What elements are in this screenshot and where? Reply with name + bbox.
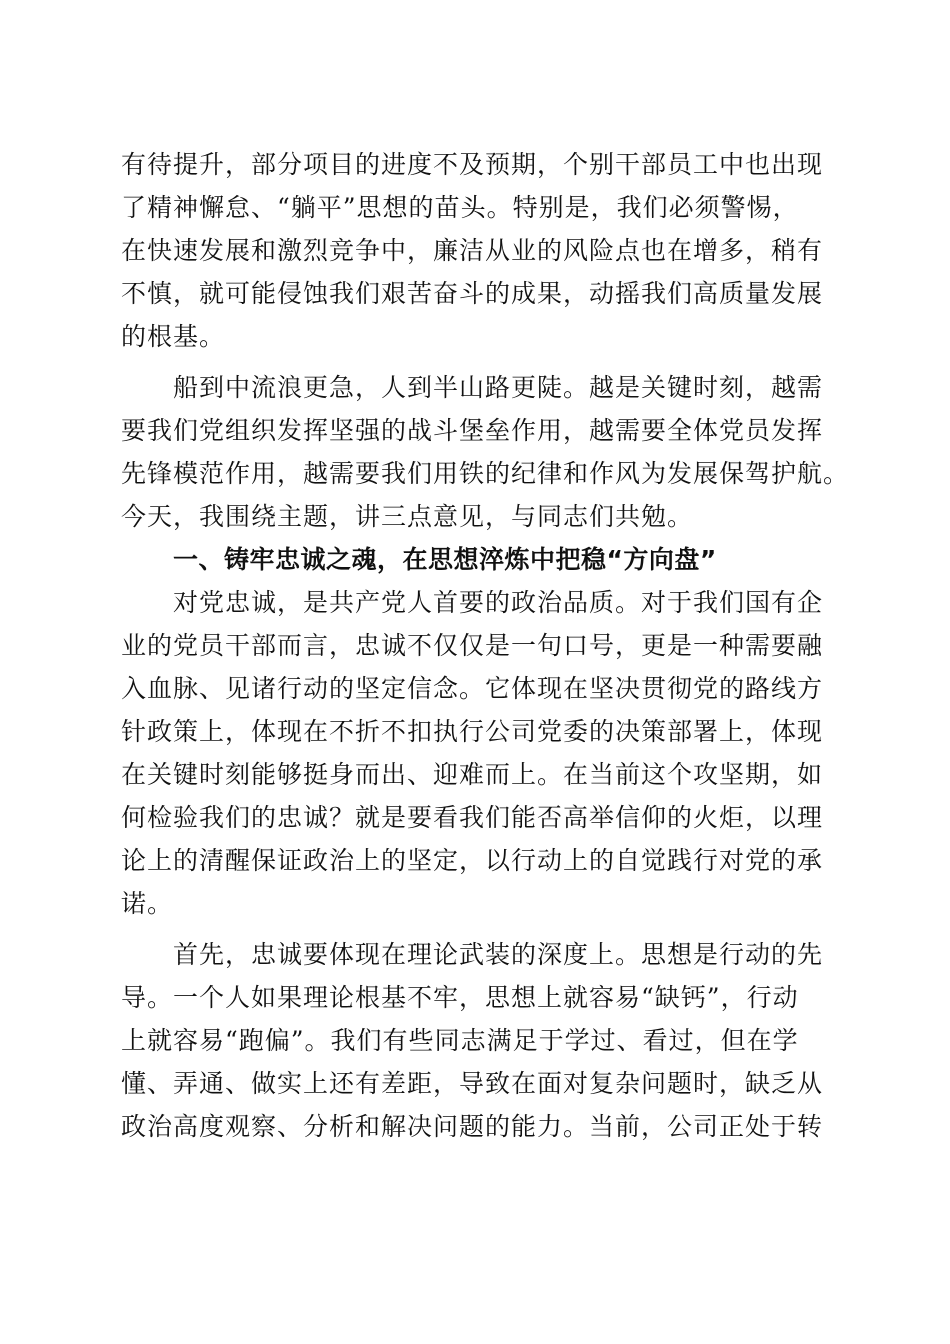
paragraph-4 bbox=[121, 933, 841, 1148]
text-line: 在快速发展和激烈竞争中，廉洁从业的风险点也在增多，稍有 bbox=[121, 236, 824, 265]
text-line: 政治高度观察、分析和解决问题的能力。当前，公司正处于转 bbox=[121, 1112, 824, 1141]
text-line: 何检验我们的忠诚？就是要看我们能否高举信仰的火炬，以理 bbox=[121, 803, 824, 832]
text-line: 先锋模范作用，越需要我们用铁的纪律和作风为发展保驾护航。 bbox=[121, 459, 850, 488]
text-line: 对党忠诚，是共产党人首要的政治品质。对于我们国有企 bbox=[173, 588, 824, 617]
text-line: 首先，忠诚要体现在理论武装的深度上。思想是行动的先 bbox=[173, 940, 824, 969]
text-line: 懂、弄通、做实上还有差距，导致在面对复杂问题时，缺乏从 bbox=[121, 1069, 824, 1098]
paragraph-1 bbox=[121, 143, 841, 358]
text-line: 上就容易“跑偏”。我们有些同志满足于学过、看过，但在学 bbox=[121, 1026, 799, 1055]
text-line: 诺。 bbox=[121, 889, 174, 918]
text-line: 论上的清醒保证政治上的坚定，以行动上的自觉践行对党的承 bbox=[121, 846, 824, 875]
text-line: 了精神懈怠、“躺平”思想的苗头。特别是，我们必须警惕， bbox=[121, 193, 799, 222]
text-line: 今天，我围绕主题，讲三点意见，与同志们共勉。 bbox=[121, 502, 694, 531]
text-line: 入血脉、见诸行动的坚定信念。它体现在坚决贯彻党的路线方 bbox=[121, 674, 824, 703]
text-line: 不慎，就可能侵蚀我们艰苦奋斗的成果，动摇我们高质量发展 bbox=[121, 279, 824, 308]
text-line: 的根基。 bbox=[121, 322, 226, 351]
text-line: 业的党员干部而言，忠诚不仅仅是一句口号，更是一种需要融 bbox=[121, 631, 824, 660]
paragraph-2 bbox=[121, 366, 850, 538]
text-line: 在关键时刻能够挺身而出、迎难而上。在当前这个攻坚期，如 bbox=[121, 760, 824, 789]
document-body bbox=[121, 143, 850, 1148]
section-heading-text: 一、铸牢忠诚之魂，在思想淬炼中把稳“方向盘” bbox=[173, 545, 717, 574]
text-line: 针政策上，体现在不折不扣执行公司党委的决策部署上，体现 bbox=[121, 717, 824, 746]
text-line: 导。一个人如果理论根基不牢，思想上就容易“缺钙”，行动 bbox=[121, 983, 799, 1012]
section-heading bbox=[121, 538, 841, 581]
paragraph-3 bbox=[121, 581, 841, 925]
text-line: 船到中流浪更急，人到半山路更陡。越是关键时刻，越需 bbox=[173, 373, 824, 402]
text-line: 要我们党组织发挥坚强的战斗堡垒作用，越需要全体党员发挥 bbox=[121, 416, 824, 445]
text-line: 有待提升，部分项目的进度不及预期，个别干部员工中也出现 bbox=[121, 150, 824, 179]
